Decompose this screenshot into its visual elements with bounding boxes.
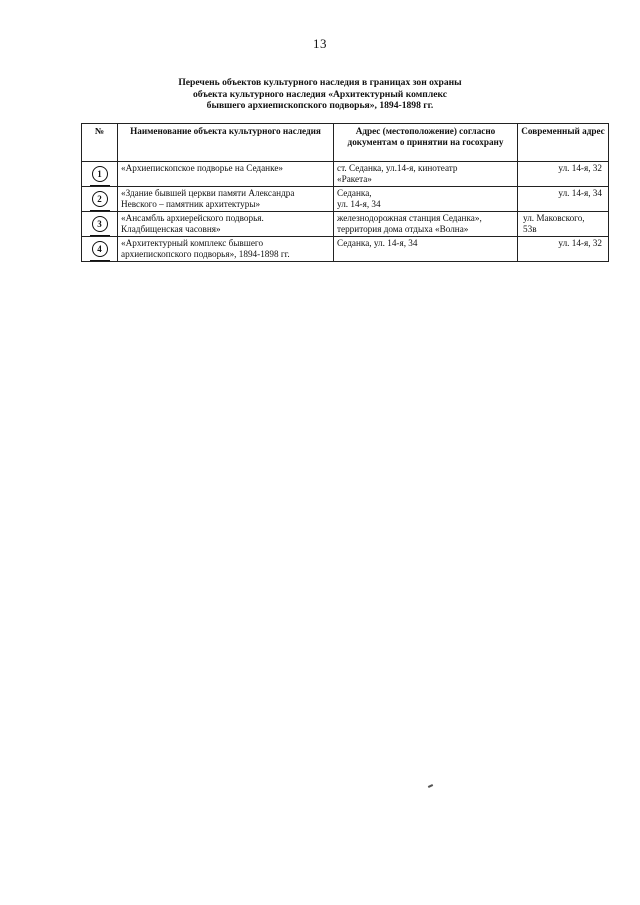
modern-address-line: 53в [523,224,537,234]
table-row [82,212,609,237]
object-name-line: архиепископского подворья», 1894-1898 гг. [121,249,290,259]
header-num: № [82,124,118,162]
object-address-line: территория дома отдыха «Волна» [337,224,469,234]
row-number-cell [82,162,118,187]
table-row [82,237,609,262]
modern-address-cell [518,237,609,262]
document-title-line-2: объекта культурного наследия «Архитектурный комплекс [192,88,448,100]
object-name-line: «Здание бывшей церкви памяти Александра [121,188,295,198]
object-address-cell [334,187,518,212]
modern-address-cell [518,162,609,187]
header-address: Адрес (местоположение) согласно документам о принятии на госохрану [334,124,518,162]
page-number: 13 [313,36,327,51]
modern-address-cell [518,187,609,212]
circled-number: 1 [92,166,108,182]
object-address-line: ул. 14-я, 34 [337,199,381,209]
table-row [82,187,609,212]
modern-address-line: ул. Маковского, [523,213,585,223]
object-address-line: «Ракета» [337,174,372,184]
object-name-line: «Архитектурный комплекс бывшего [121,238,264,248]
table-row [82,162,609,187]
object-name-cell [118,237,334,262]
circled-number: 2 [92,191,108,207]
row-number-cell [82,187,118,212]
modern-address-line: ул. 14-я, 32 [558,163,602,173]
header-modern-address: Современный адрес [518,124,609,162]
object-name-cell [118,187,334,212]
table-header-row [82,124,609,162]
object-name-cell [118,162,334,187]
row-number-cell [82,237,118,262]
modern-address-line: ул. 14-я, 34 [558,188,602,198]
document-title-line-1: Перечень объектов культурного наследия в границах зон охраны [178,77,462,88]
header-name: Наименование объекта культурного наследия [118,124,334,162]
object-name-line: «Ансамбль архиерейского подворья. [121,213,264,223]
document-title-line-3: бывшего архиепископского подворья», 1894-1898 гг. [206,100,434,111]
object-address-cell [334,237,518,262]
object-address-line: ст. Седанка, ул.14-я, кинотеатр [337,163,458,173]
modern-address-cell [518,212,609,237]
modern-address-line: ул. 14-я, 32 [558,238,602,248]
row-number-cell [82,212,118,237]
scan-mark [428,784,433,788]
object-address-line: Седанка, [337,188,372,198]
heritage-objects-table [81,123,609,262]
object-address-cell [334,162,518,187]
circled-number: 4 [92,241,108,257]
object-name-line: «Архиепископское подворье на Седанке» [121,163,283,173]
circled-number: 3 [92,216,108,232]
document-title [120,77,520,112]
object-name-line: Невского – памятник архитектуры» [121,199,261,209]
object-address-line: железнодорожная станция Седанка», [337,213,482,223]
object-name-cell [118,212,334,237]
object-address-line: Седанка, ул. 14-я, 34 [337,238,418,248]
object-name-line: Кладбищенская часовня» [121,224,221,234]
object-address-cell [334,212,518,237]
